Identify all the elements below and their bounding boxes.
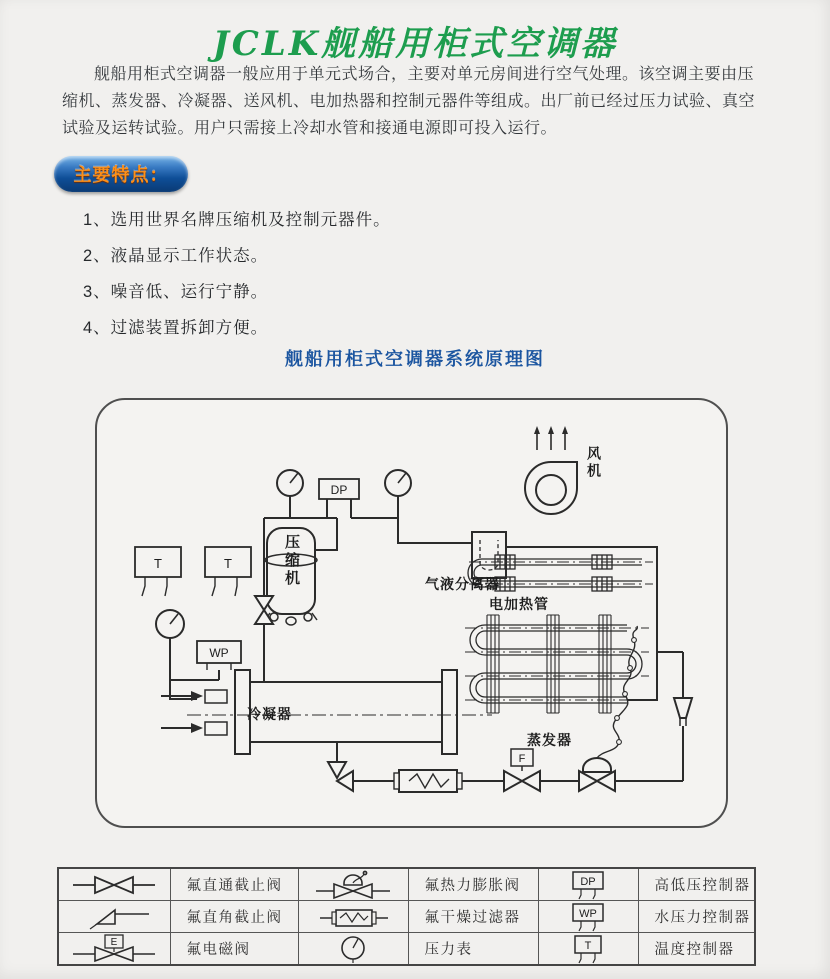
legend-label: 氟热力膨胀阀 [408,868,538,901]
condenser-label: 冷凝器 [247,706,292,722]
discharge-shutoff-valve-icon [255,596,273,624]
feature-item: 2、液晶显示工作状态。 [83,247,269,265]
legend-label: 压力表 [408,933,538,966]
fan-icon [525,426,577,514]
legend-label: 氟电磁阀 [170,933,298,966]
compressor-label: 压缩机 [283,534,300,588]
legend-label: 氟直角截止阀 [170,901,298,933]
temperature-controller-1 [135,547,181,596]
pressure-gauge-legend-icon [298,933,408,966]
legend-label: 氟干燥过滤器 [408,901,538,933]
heater-label: 电加热管 [489,596,549,612]
page-title: JCLK舰船用柜式空调器 [212,24,618,64]
solenoid-valve-legend-icon [58,933,170,966]
solenoid-letter: F [518,753,526,765]
t2-label: T [224,556,232,571]
feature-item: 1、选用世界名牌压缩机及控制元器件。 [83,211,391,229]
dp-label: DP [330,483,348,497]
features-badge [54,156,188,192]
legend-label: 温度控制器 [638,933,755,966]
evaporator-icon [465,615,649,713]
dp-legend-icon [538,868,638,901]
feature-item: 3、噪音低、运行宁静。 [83,283,269,301]
diagram-title: 舰船用柜式空调器系统原理图 [285,349,545,369]
straight-valve-icon [58,868,170,901]
legend-row [58,901,755,933]
legend-label: 高低压控制器 [638,868,755,901]
intro-paragraph: 舰船用柜式空调器一般应用于单元式场合，主要对单元房间进行空气处理。该空调主要由压缩机、蒸发器、冷凝器、送风机、电加热器和控制元器件等组成。出厂前已经过压力试验、真空试验及运转试验。用户只需接上冷却水管和接通电源即可投入运行。 [62,66,756,137]
angle-valve-icon [58,901,170,933]
expansion-valve-legend-icon [298,868,408,901]
wp-legend-icon [538,901,638,933]
system-schematic [95,398,728,828]
legend-label: 氟直通截止阀 [170,868,298,901]
condenser-icon [161,670,492,754]
legend-row [58,933,755,966]
water-gauge-icon [156,610,184,638]
t1-label: T [154,556,162,571]
temperature-controller-2 [205,547,251,596]
svg-text:T: T [584,940,592,952]
expansion-valve-icon [579,626,637,791]
svg-text:DP: DP [580,876,596,888]
distributor-funnel-icon [674,698,692,726]
suction-gauge-icon [385,470,411,496]
svg-text:E: E [110,937,118,948]
t-legend-icon [538,933,638,966]
features-list [83,206,391,350]
filter-drier-legend-icon [298,901,408,933]
svg-text:WP: WP [579,908,597,920]
separator-label: 气液分离器 [425,576,500,592]
corner-valve-icon [328,762,353,791]
legend-row [58,868,755,901]
features-badge-label: 主要特点： [73,165,169,185]
schematic-svg [97,400,726,826]
fan-label: 风机 [586,446,602,480]
wp-controller [197,641,241,670]
legend-label: 水压力控制器 [638,901,755,933]
wp-label: WP [209,646,229,660]
dp-controller [319,479,359,499]
solenoid-valve-icon [504,749,540,791]
filter-drier-icon [394,770,462,792]
feature-item: 4、过滤装置拆卸方便。 [83,319,269,337]
discharge-gauge-icon [277,470,303,496]
legend-table [57,867,756,966]
evaporator-label: 蒸发器 [527,732,572,748]
